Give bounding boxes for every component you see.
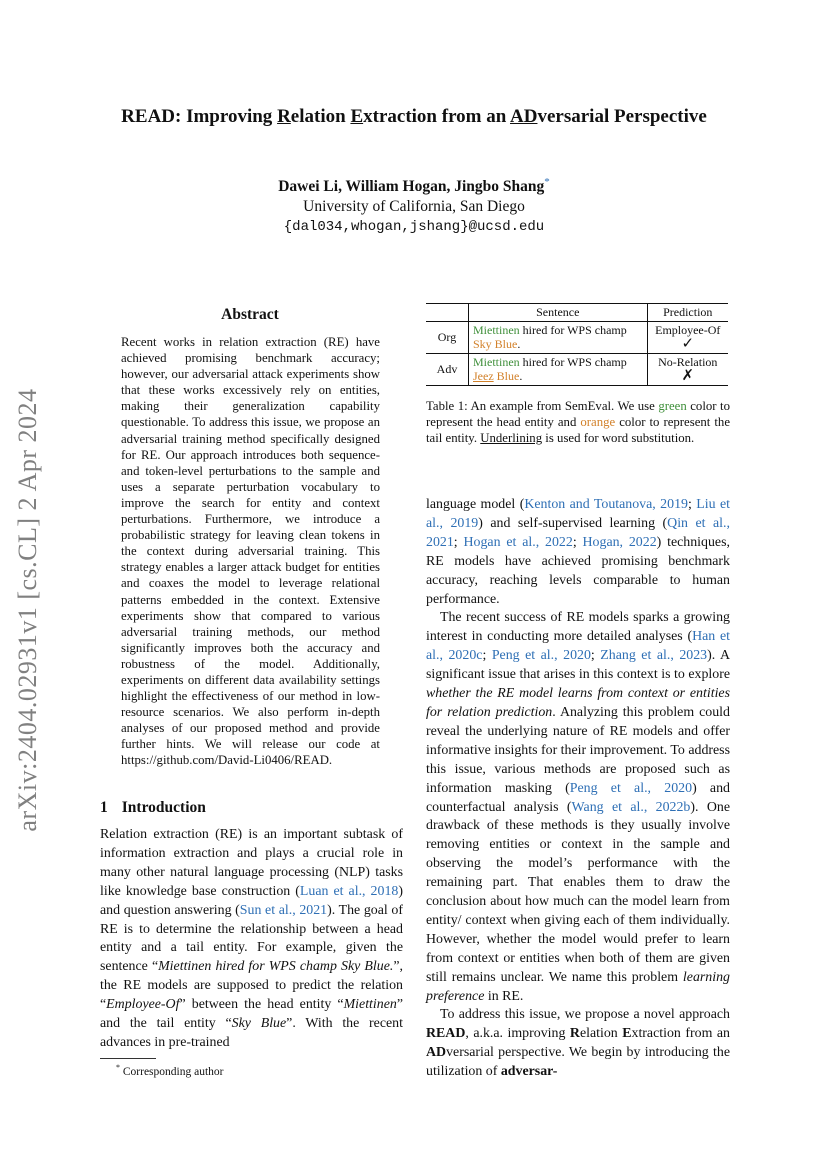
table-caption: Table 1: An example from SemEval. We use green color to represent the head entity and orange color to represent the tail entity. Underlining is used for word substitution. bbox=[426, 399, 730, 446]
check-icon: ✓ bbox=[681, 336, 695, 352]
row-label: Adv bbox=[426, 353, 469, 385]
body-paragraph: To address this issue, we propose a novel approach READ, a.k.a. improving Relation Extraction from an ADversarial perspective. We begin by introducing the utilization of adversar- bbox=[426, 1007, 730, 1080]
head-entity: Miettinen bbox=[473, 322, 520, 337]
author-block bbox=[60, 172, 768, 237]
col-prediction-header: Prediction bbox=[647, 304, 728, 322]
body-paragraph: language model (Kenton and Toutanova, 2019; Liu et al., 2019) and self-supervised learning (Qin et al., 2021; Hogan et al., 2022; Hogan, 2022) techniques, RE models have achieved promising benchmark accuracy, reaching levels comparable to human performance. bbox=[426, 497, 730, 607]
cross-icon: ✗ bbox=[681, 368, 695, 384]
body-paragraph: The recent success of RE models sparks a growing interest in conducting more detailed analyses (Han et al., 2020c; Peng et al., 2020; Zhang et al., 2023). A significant issue that arises in this context is to explore whether the RE model learns from context or entities for relation prediction. Analyzing this problem could reveal the underlying nature of RE models and offer informative insights for their improvement. To address this issue, various methods are proposed such as information masking (Peng et al., 2020) and counterfactual analysis (Wang et al., 2022b). One drawback of these methods is they usually involve removing entities or context in the sample and observing the model’s performance with the remaining part. That enables them to draw the conclusion about how much can the model learn from entity/ context when giving each of them individually. However, whether the model would prefer to learn from context or entities when both of them are given still remains unclear. We name this problem learning preference in RE. bbox=[426, 610, 731, 1004]
citation-link[interactable]: Luan et al., 2018 bbox=[299, 883, 399, 899]
citation-link[interactable]: Hogan, 2022 bbox=[582, 534, 657, 550]
arxiv-stamp: arXiv:2404.02931v1 [cs.CL] 2 Apr 2024 bbox=[13, 388, 42, 832]
citation-link[interactable]: Qin et al., 2021 bbox=[426, 515, 730, 550]
paper-title: READ: Improving Relation Extraction from an ADversarial Perspective bbox=[121, 106, 707, 127]
author-email: {dal034,whogan,jshang}@ucsd.edu bbox=[283, 219, 545, 236]
citation-link[interactable]: Han et al., 2020c bbox=[426, 629, 731, 664]
citation-link[interactable]: Liu et al., 2019 bbox=[426, 497, 730, 531]
col-sentence-header: Sentence bbox=[469, 304, 648, 322]
footnote-rule bbox=[100, 1058, 156, 1059]
substituted-word: Jeez bbox=[473, 369, 494, 383]
corresponding-mark: * bbox=[544, 176, 550, 188]
intro-paragraph: Relation extraction (RE) is an important subtask of information extraction and plays a crucial role in many other natural language processing (NLP) tasks like knowledge base construction (Luan et al., 2018) and question answering (Sun et al., 2021). The goal of RE is to determine the relationship between a head entity and a tail entity. For example, given the sentence “Miettinen hired for WPS champ Sky Blue.”, the RE models are supposed to predict the relation “Employee-Of” between the head entity “Miettinen” and the tail entity “Sky Blue”. With the recent advances in pre-trained bbox=[100, 827, 403, 1050]
affiliation: University of California, San Diego bbox=[303, 198, 525, 216]
citation-link[interactable]: Hogan et al., 2022 bbox=[463, 534, 573, 550]
citation-link[interactable]: Peng et al., 2020 bbox=[491, 648, 591, 664]
abstract-heading: Abstract bbox=[221, 306, 279, 323]
head-entity: Miettinen bbox=[473, 354, 520, 369]
citation-link[interactable]: Sun et al., 2021 bbox=[239, 902, 328, 918]
section-heading: 1 Introduction bbox=[100, 799, 206, 816]
citation-link[interactable]: Zhang et al., 2023 bbox=[600, 648, 708, 664]
citation-link[interactable]: Kenton and Toutanova, 2019 bbox=[524, 497, 688, 512]
table-row: Org Miettinen hired for WPS champ Sky Blue. Employee-Of ✓ bbox=[426, 321, 728, 353]
author-names: Dawei Li, William Hogan, Jingbo Shang bbox=[278, 178, 545, 196]
citation-link[interactable]: Peng et al., 2020 bbox=[569, 780, 693, 796]
citation-link[interactable]: Wang et al., 2022b bbox=[571, 799, 691, 815]
example-table bbox=[426, 303, 728, 386]
table-row: Adv Miettinen hired for WPS champ Jeez Blue. No-Relation ✗ bbox=[426, 353, 728, 385]
prediction-label: Employee-Of bbox=[655, 322, 721, 337]
tail-entity: Sky Blue bbox=[473, 337, 518, 351]
right-column bbox=[426, 496, 730, 1082]
abstract-text: Recent works in relation extraction (RE) have achieved promising benchmark accuracy; however, our adversarial attack experiments show that these works excessively rely on entities, making their generalization capability questionable. To address this issue, we propose an adversarial training method specifically designed for RE. Our approach introduces both sequence- and token-level perturbations to the sample and uses a separate perturbation vocabulary to improve the search for entity and context perturbations. Furthermore, we introduce a probabilistic strategy for leaving clean tokens in the context during adversarial training. This strategy enables a larger attack budget for entities and coaxes the model to leverage relational patterns embedded in the context. Extensive experiments show that compared to various adversarial training methods, our method significantly improves both the accuracy and robustness of the model. Additionally, experiments on different data availability settings highlight the effectiveness of our method in low-resource scenarios. We also perform in-depth analyses of our proposed method and provide further hints. We will release our code at https://github.com/David-Li0406/READ. bbox=[121, 335, 380, 768]
row-label: Org bbox=[426, 321, 469, 353]
footnote: * Corresponding author bbox=[116, 1063, 224, 1078]
prediction-label: No-Relation bbox=[658, 354, 718, 369]
